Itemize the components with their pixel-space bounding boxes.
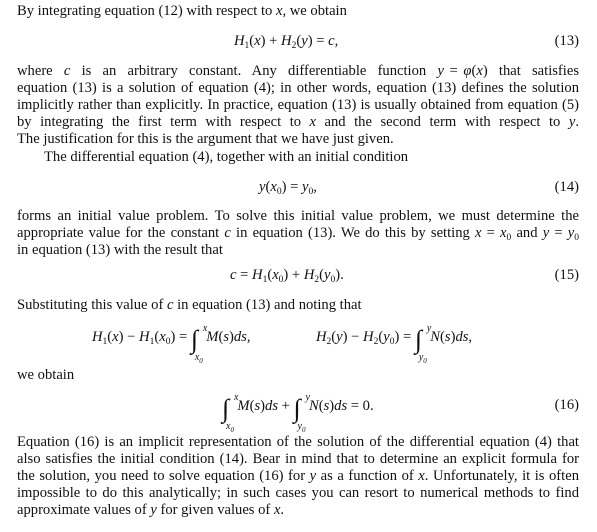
equation-number-16: (16) (554, 397, 579, 413)
text-line-17: approximate values of y for given values of x. (17, 502, 285, 518)
text-line-9: appropriate value for the constant c in equation (13). We do this by setting $x = x_0$ and $y = y_0$ (17, 225, 579, 243)
text-line-15: the solution, you need to solve equation (16) for y as a function of x. Unfortunately, it is often (17, 468, 579, 484)
equation-number-14: (14) (554, 179, 579, 195)
text-line-14: also satisfies the initial condition (14). Bear in mind that to determine an explicit formula for (17, 451, 579, 467)
text-line-13: Equation (16) is an implicit representation of the solution of the differential equation (4) that (17, 434, 579, 450)
text-line-10: in equation (13) with the result that (17, 242, 223, 258)
equation-number-15: (15) (554, 267, 579, 283)
text-line-3: equation (13) is a solution of equation (4); in other words, equation (13) defines the solution (17, 80, 579, 96)
text-line-8: forms an initial value problem. To solve this initial value problem, we must determine the (17, 208, 579, 224)
text-line-6: The justification for this is the argument that we have just given. (17, 131, 394, 147)
text-line-11: Substituting this value of c in equation (13) and noting that (17, 297, 362, 313)
text-line-2: where c is an arbitrary constant. Any differentiable function y = φ(x) that satisfies (17, 63, 580, 79)
document-page: By integrating equation (12) with respect to x, we obtain $H_1(x) + H_2(y) = c$, (13) where c is an arbitrary constant. Any differentiable function y = φ(x) that satisfies equation (13) is a solution of equation (4); in other words, equation (13) defines the solution implicitly rather than explicitly. In practice, equation (13) is usually obtained from equation (5) by integrating the first term with respect to x and the second term with respect to y. The justification for this is the argument that we have just given. The differential equation (4), together with an initial condition $y(x_0) = y_0$, (14) forms an initial value problem. To solve this initial value problem, we must determine the appropriate value for the constant c in equation (13). We do this by setting $x = x_0$ and $y = y_0$ in equation (13) with the result that $c = H_1(x_0) + H_2(y_0)$. (15) Substituting this value of c in equation (13) and noting that $H_1(x) - H_1(x_0)$ = ∫ x $x_0$ M(s)ds, $H_2(y) - H_2(y_0)$ = ∫ y $y_0$ N(s)ds, we obtain ∫ x $x_0$ M(s)ds + ∫ y $y_0$ N(s)ds = 0. (16) Equation (16) is an implicit representation of the solution of the differential equation (4) that also satisfies the initial condition (14). Bear in mind that to determine an explicit formula for the solution, you need to solve equation (16) for y as a function of x. Unfortunately, it is often impossible to do this analytically; in such cases you can resort to numerical methods to find approximate values of y for given values of x. (17, 0, 579, 532)
text-line-12: we obtain (17, 367, 75, 383)
text-line-16: impossible to do this analytically; in such cases you can resort to numerical methods to find (17, 485, 579, 501)
equation-number-13: (13) (554, 33, 579, 49)
text-line-4: implicitly rather than explicitly. In practice, equation (13) is usually obtained from equation (5) (17, 97, 579, 113)
text-line-5: by integrating the first term with respect to x and the second term with respect to y. (17, 114, 579, 130)
text-line-1: By integrating equation (12) with respect to x, we obtain (17, 3, 347, 19)
text-line-7: The differential equation (4), together with an initial condition (44, 149, 409, 165)
